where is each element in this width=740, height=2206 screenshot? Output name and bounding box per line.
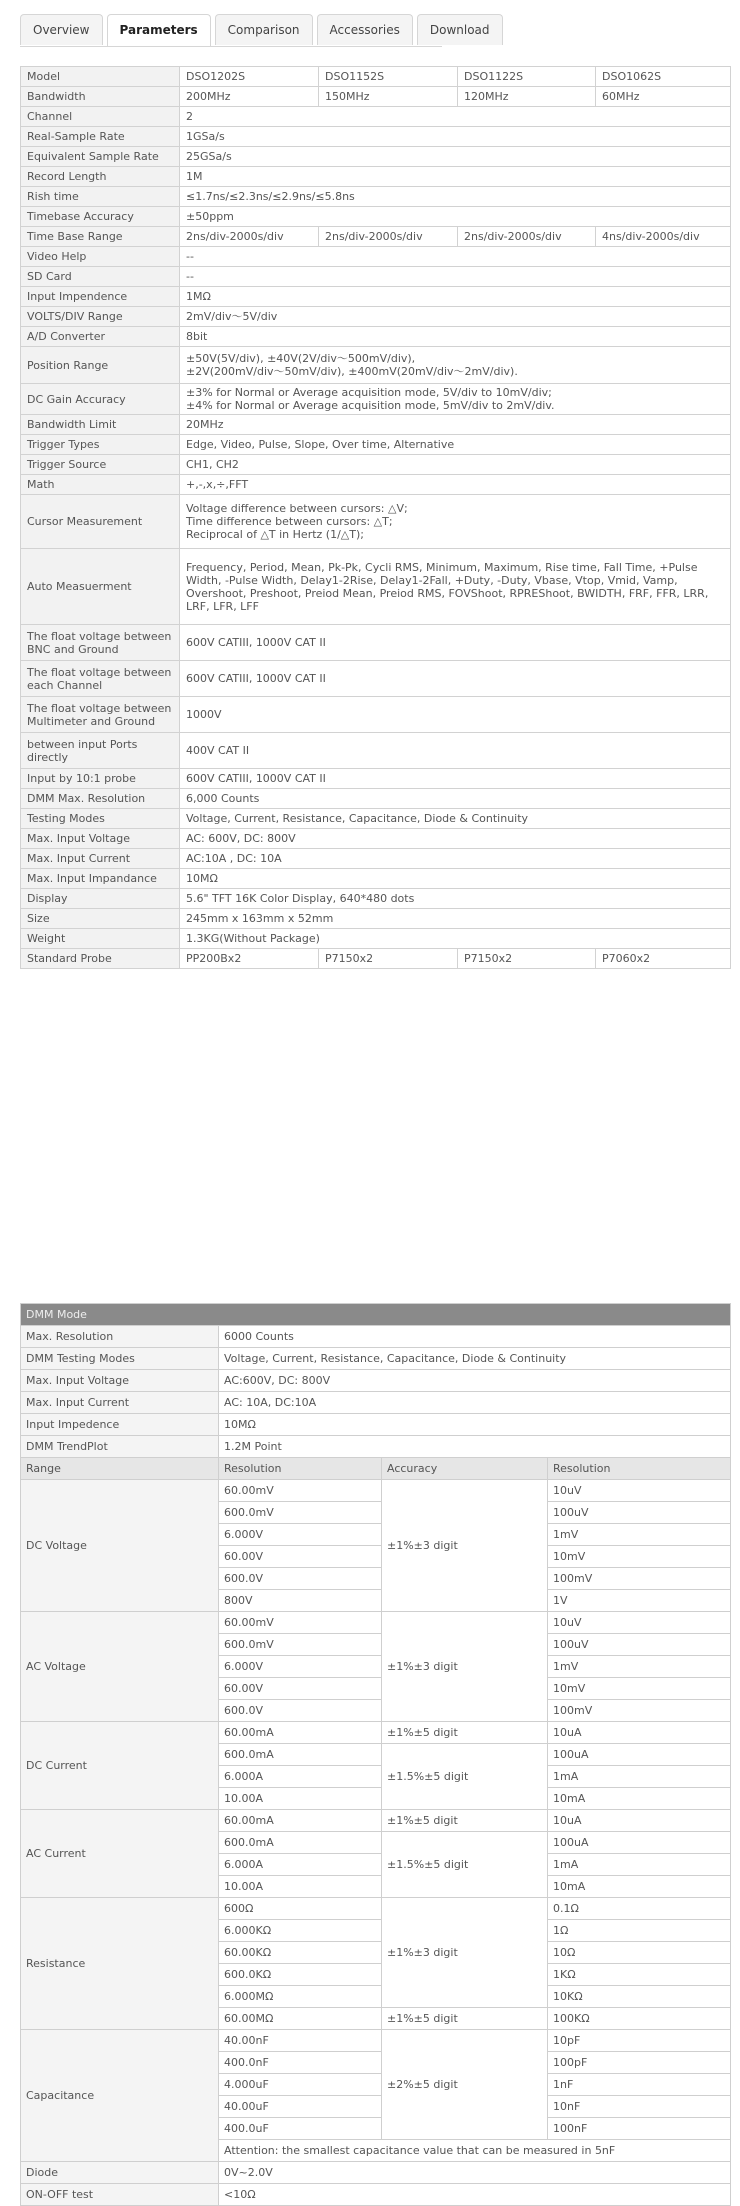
table-row bbox=[21, 107, 731, 127]
param-label: Standard Probe bbox=[21, 949, 180, 969]
table-row bbox=[21, 167, 731, 187]
value-line: ±2V(200mV/div～50mV/div), ±400mV(20mV/div～2mV/div). bbox=[186, 365, 518, 378]
param-value: Frequency, Period, Mean, Pk-Pk, Cycli RMS, Minimum, Maximum, Rise time, Fall Time, +Pulse Width, -Pulse Width, Delay1-2Rise, Delay1-2Fall, +Duty, -Duty, Vbase, Vtop, Vmid, Vamp, Overshoot, Preshoot, Preiod Mean, Preiod RMS, FOVShoot, RPREShoot, BWIDTH, FRF, FFR, LRR, LRF, LFR, LFF bbox=[180, 549, 731, 625]
param-value: Voltage, Current, Resistance, Capacitance, Diode & Continuity bbox=[180, 809, 731, 829]
section-title: DMM Mode bbox=[21, 1304, 731, 1326]
dmm-label: Max. Input Voltage bbox=[21, 1370, 219, 1392]
table-row bbox=[21, 869, 731, 889]
param-value: DSO1202S bbox=[180, 67, 319, 87]
param-label: DMM Max. Resolution bbox=[21, 789, 180, 809]
table-row bbox=[21, 384, 731, 415]
dmm-label: DMM Testing Modes bbox=[21, 1348, 219, 1370]
value-line: Voltage difference between cursors: △V; bbox=[186, 502, 408, 515]
resolution-value: 100mV bbox=[548, 1700, 731, 1722]
dmm-label: DMM TrendPlot bbox=[21, 1436, 219, 1458]
dmm-label: Input Impedence bbox=[21, 1414, 219, 1436]
param-label: The float voltage between Multimeter and Ground bbox=[21, 697, 180, 733]
range-value: 600.0KΩ bbox=[219, 1964, 382, 1986]
tab-download[interactable]: Download bbox=[417, 14, 503, 45]
resolution-value: 1mV bbox=[548, 1656, 731, 1678]
range-value: 600.0mA bbox=[219, 1832, 382, 1854]
table-row bbox=[21, 769, 731, 789]
table-row bbox=[21, 247, 731, 267]
table-row bbox=[21, 267, 731, 287]
range-value: 4.000uF bbox=[219, 2074, 382, 2096]
param-value: +,-,x,÷,FFT bbox=[180, 475, 731, 495]
column-header: Resolution bbox=[219, 1458, 382, 1480]
param-value: 6,000 Counts bbox=[180, 789, 731, 809]
resolution-value: 1mV bbox=[548, 1524, 731, 1546]
param-value: 4ns/div-2000s/div bbox=[596, 227, 731, 247]
accuracy-value: ±1.5%±5 digit bbox=[382, 1832, 548, 1898]
range-value: 400.0nF bbox=[219, 2052, 382, 2074]
param-value: AC: 600V, DC: 800V bbox=[180, 829, 731, 849]
param-value: -- bbox=[180, 247, 731, 267]
param-label: Position Range bbox=[21, 347, 180, 384]
resolution-value: 10uA bbox=[548, 1722, 731, 1744]
param-value: 1.3KG(Without Package) bbox=[180, 929, 731, 949]
param-label: The float voltage between BNC and Ground bbox=[21, 625, 180, 661]
param-value: AC:10A , DC: 10A bbox=[180, 849, 731, 869]
resolution-value: 100pF bbox=[548, 2052, 731, 2074]
param-value: P7060x2 bbox=[596, 949, 731, 969]
param-value: 60MHz bbox=[596, 87, 731, 107]
value-line: Reciprocal of △T in Hertz (1/△T); bbox=[186, 528, 364, 541]
value-line: ±4% for Normal or Average acquisition mode, 5mV/div to 2mV/div. bbox=[186, 399, 555, 412]
dmm-label: Max. Input Current bbox=[21, 1392, 219, 1414]
range-value: 10.00A bbox=[219, 1788, 382, 1810]
range-value: 6.000KΩ bbox=[219, 1920, 382, 1942]
range-value: 600.0mA bbox=[219, 1744, 382, 1766]
param-label: Bandwidth bbox=[21, 87, 180, 107]
table-row bbox=[21, 661, 731, 697]
resolution-value: 1KΩ bbox=[548, 1964, 731, 1986]
resolution-value: 10mV bbox=[548, 1678, 731, 1700]
param-label: Time Base Range bbox=[21, 227, 180, 247]
resolution-value: 10nF bbox=[548, 2096, 731, 2118]
accuracy-value: ±2%±5 digit bbox=[382, 2030, 548, 2140]
param-label: SD Card bbox=[21, 267, 180, 287]
range-group-label: AC Current bbox=[21, 1810, 219, 1898]
range-value: 800V bbox=[219, 1590, 382, 1612]
param-value: Edge, Video, Pulse, Slope, Over time, Alternative bbox=[180, 435, 731, 455]
param-label: Weight bbox=[21, 929, 180, 949]
param-label: between input Ports directly bbox=[21, 733, 180, 769]
param-value: 1000V bbox=[180, 697, 731, 733]
table-row bbox=[21, 789, 731, 809]
accuracy-value: ±1%±5 digit bbox=[382, 1722, 548, 1744]
table-row bbox=[21, 495, 731, 549]
range-value: 600Ω bbox=[219, 1898, 382, 1920]
param-label: The float voltage between each Channel bbox=[21, 661, 180, 697]
param-value: 400V CAT II bbox=[180, 733, 731, 769]
table-row bbox=[21, 549, 731, 625]
param-label: A/D Converter bbox=[21, 327, 180, 347]
dmm-value: 0V~2.0V bbox=[219, 2162, 731, 2184]
param-value: 2ns/div-2000s/div bbox=[319, 227, 458, 247]
column-header-row bbox=[21, 1458, 731, 1480]
param-label: Testing Modes bbox=[21, 809, 180, 829]
param-label: Size bbox=[21, 909, 180, 929]
table-row bbox=[21, 1480, 731, 1502]
resolution-value: 1mA bbox=[548, 1854, 731, 1876]
column-header: Accuracy bbox=[382, 1458, 548, 1480]
table-row bbox=[21, 829, 731, 849]
param-label: Trigger Types bbox=[21, 435, 180, 455]
param-label: Input Impendence bbox=[21, 287, 180, 307]
value-line: ±50V(5V/div), ±40V(2V/div～500mV/div), bbox=[186, 352, 416, 365]
table-row bbox=[21, 475, 731, 495]
table-row bbox=[21, 147, 731, 167]
range-value: 600.0V bbox=[219, 1568, 382, 1590]
accuracy-value: ±1%±3 digit bbox=[382, 1898, 548, 2008]
tab-overview[interactable]: Overview bbox=[20, 14, 103, 45]
resolution-value: 1nF bbox=[548, 2074, 731, 2096]
accuracy-value: ±1%±3 digit bbox=[382, 1612, 548, 1722]
range-value: 6.000A bbox=[219, 1854, 382, 1876]
value-line: Time difference between cursors: △T; bbox=[186, 515, 393, 528]
param-label: Timebase Accuracy bbox=[21, 207, 180, 227]
dmm-value: 10MΩ bbox=[219, 1414, 731, 1436]
param-label: Display bbox=[21, 889, 180, 909]
param-value bbox=[180, 384, 731, 415]
table-row bbox=[21, 909, 731, 929]
table-row bbox=[21, 127, 731, 147]
param-label: Record Length bbox=[21, 167, 180, 187]
param-label: Input by 10:1 probe bbox=[21, 769, 180, 789]
param-value: 600V CATIII, 1000V CAT II bbox=[180, 625, 731, 661]
column-header: Range bbox=[21, 1458, 219, 1480]
resolution-value: 10uV bbox=[548, 1612, 731, 1634]
param-value: 1MΩ bbox=[180, 287, 731, 307]
param-label: Auto Measuerment bbox=[21, 549, 180, 625]
table-row bbox=[21, 849, 731, 869]
resolution-value: 1mA bbox=[548, 1766, 731, 1788]
param-value: -- bbox=[180, 267, 731, 287]
param-value: DSO1062S bbox=[596, 67, 731, 87]
table-row bbox=[21, 207, 731, 227]
param-value: 600V CATIII, 1000V CAT II bbox=[180, 661, 731, 697]
param-label: Trigger Source bbox=[21, 455, 180, 475]
table-row bbox=[21, 1436, 731, 1458]
range-group-label: Resistance bbox=[21, 1898, 219, 2030]
table-row bbox=[21, 625, 731, 661]
table-row bbox=[21, 929, 731, 949]
range-group-label: DC Current bbox=[21, 1722, 219, 1810]
dmm-value: <10Ω bbox=[219, 2184, 731, 2206]
param-label: Max. Input Current bbox=[21, 849, 180, 869]
range-value: 6.000V bbox=[219, 1524, 382, 1546]
table-row bbox=[21, 809, 731, 829]
param-value: CH1, CH2 bbox=[180, 455, 731, 475]
resolution-value: 10mA bbox=[548, 1788, 731, 1810]
table-row bbox=[21, 1898, 731, 1920]
range-value: 6.000A bbox=[219, 1766, 382, 1788]
param-label: Max. Input Impandance bbox=[21, 869, 180, 889]
param-label: Cursor Measurement bbox=[21, 495, 180, 549]
resolution-value: 100uV bbox=[548, 1502, 731, 1524]
table-row bbox=[21, 1810, 731, 1832]
table-row bbox=[21, 435, 731, 455]
table-row bbox=[21, 1414, 731, 1436]
param-label: Real-Sample Rate bbox=[21, 127, 180, 147]
param-label: Bandwidth Limit bbox=[21, 415, 180, 435]
table-row bbox=[21, 2030, 731, 2052]
tab-underline bbox=[20, 46, 442, 47]
dmm-label: Max. Resolution bbox=[21, 1326, 219, 1348]
table-row bbox=[21, 1348, 731, 1370]
param-value: 5.6" TFT 16K Color Display, 640*480 dots bbox=[180, 889, 731, 909]
resolution-value: 100nF bbox=[548, 2118, 731, 2140]
range-value: 600.0V bbox=[219, 1700, 382, 1722]
range-value: 10.00A bbox=[219, 1876, 382, 1898]
tab-accessories[interactable]: Accessories bbox=[317, 14, 413, 45]
tab-parameters[interactable]: Parameters bbox=[107, 14, 211, 46]
range-value: 60.00mV bbox=[219, 1612, 382, 1634]
accuracy-value: ±1.5%±5 digit bbox=[382, 1744, 548, 1810]
table-row bbox=[21, 87, 731, 107]
param-value bbox=[180, 347, 731, 384]
parameters-table bbox=[20, 66, 731, 969]
dmm-label: ON-OFF test bbox=[21, 2184, 219, 2206]
value-line: ±3% for Normal or Average acquisition mode, 5V/div to 10mV/div; bbox=[186, 386, 552, 399]
table-row bbox=[21, 1612, 731, 1634]
dmm-value: AC: 10A, DC:10A bbox=[219, 1392, 731, 1414]
range-value: 600.0mV bbox=[219, 1634, 382, 1656]
param-label: Max. Input Voltage bbox=[21, 829, 180, 849]
range-value: 60.00V bbox=[219, 1546, 382, 1568]
range-value: 6.000MΩ bbox=[219, 1986, 382, 2008]
param-value: 120MHz bbox=[458, 87, 596, 107]
table-row bbox=[21, 889, 731, 909]
range-value: 60.00mV bbox=[219, 1480, 382, 1502]
param-value: P7150x2 bbox=[458, 949, 596, 969]
param-value: 8bit bbox=[180, 327, 731, 347]
tab-comparison[interactable]: Comparison bbox=[215, 14, 313, 45]
param-value: 1GSa/s bbox=[180, 127, 731, 147]
param-label: Channel bbox=[21, 107, 180, 127]
dmm-value: Voltage, Current, Resistance, Capacitance, Diode & Continuity bbox=[219, 1348, 731, 1370]
table-row bbox=[21, 2162, 731, 2184]
param-value bbox=[180, 495, 731, 549]
resolution-value: 1V bbox=[548, 1590, 731, 1612]
param-label: Math bbox=[21, 475, 180, 495]
table-row bbox=[21, 2184, 731, 2206]
dmm-section-header bbox=[21, 1304, 731, 1326]
resolution-value: 100uA bbox=[548, 1832, 731, 1854]
param-value: 2ns/div-2000s/div bbox=[458, 227, 596, 247]
table-row bbox=[21, 1370, 731, 1392]
dmm-value: AC:600V, DC: 800V bbox=[219, 1370, 731, 1392]
param-value: 10MΩ bbox=[180, 869, 731, 889]
table-row bbox=[21, 455, 731, 475]
capacitance-note: Attention: the smallest capacitance value that can be measured in 5nF bbox=[219, 2140, 731, 2162]
param-value: ±50ppm bbox=[180, 207, 731, 227]
param-value: 200MHz bbox=[180, 87, 319, 107]
range-value: 6.000V bbox=[219, 1656, 382, 1678]
resolution-value: 10uV bbox=[548, 1480, 731, 1502]
param-value: 2ns/div-2000s/div bbox=[180, 227, 319, 247]
range-value: 400.0uF bbox=[219, 2118, 382, 2140]
resolution-value: 10mV bbox=[548, 1546, 731, 1568]
resolution-value: 10pF bbox=[548, 2030, 731, 2052]
range-value: 60.00V bbox=[219, 1678, 382, 1700]
param-value: 245mm x 163mm x 52mm bbox=[180, 909, 731, 929]
resolution-value: 10mA bbox=[548, 1876, 731, 1898]
param-value: 25GSa/s bbox=[180, 147, 731, 167]
table-row bbox=[21, 347, 731, 384]
range-value: 40.00uF bbox=[219, 2096, 382, 2118]
param-value: 150MHz bbox=[319, 87, 458, 107]
table-row bbox=[21, 415, 731, 435]
dmm-value: 1.2M Point bbox=[219, 1436, 731, 1458]
range-value: 40.00nF bbox=[219, 2030, 382, 2052]
param-label: Equivalent Sample Rate bbox=[21, 147, 180, 167]
param-value: 2 bbox=[180, 107, 731, 127]
resolution-value: 10KΩ bbox=[548, 1986, 731, 2008]
resolution-value: 100KΩ bbox=[548, 2008, 731, 2030]
range-group-label: Capacitance bbox=[21, 2030, 219, 2162]
table-row bbox=[21, 327, 731, 347]
dmm-label: Diode bbox=[21, 2162, 219, 2184]
range-group-label: DC Voltage bbox=[21, 1480, 219, 1612]
resolution-value: 100mV bbox=[548, 1568, 731, 1590]
param-value: ≤1.7ns/≤2.3ns/≤2.9ns/≤5.8ns bbox=[180, 187, 731, 207]
table-row bbox=[21, 67, 731, 87]
column-header: Resolution bbox=[548, 1458, 731, 1480]
table-row bbox=[21, 1392, 731, 1414]
table-row bbox=[21, 287, 731, 307]
param-value: PP200Bx2 bbox=[180, 949, 319, 969]
table-row bbox=[21, 697, 731, 733]
range-value: 60.00mA bbox=[219, 1810, 382, 1832]
param-label: Video Help bbox=[21, 247, 180, 267]
resolution-value: 1Ω bbox=[548, 1920, 731, 1942]
table-row bbox=[21, 733, 731, 769]
dmm-mode-table bbox=[20, 1303, 731, 2206]
param-value: 1M bbox=[180, 167, 731, 187]
range-group-label: AC Voltage bbox=[21, 1612, 219, 1722]
table-row bbox=[21, 949, 731, 969]
param-value: 20MHz bbox=[180, 415, 731, 435]
resolution-value: 10Ω bbox=[548, 1942, 731, 1964]
param-value: DSO1152S bbox=[319, 67, 458, 87]
accuracy-value: ±1%±5 digit bbox=[382, 2008, 548, 2030]
param-label: Rish time bbox=[21, 187, 180, 207]
tab-bar bbox=[20, 14, 503, 46]
param-value: 600V CATIII, 1000V CAT II bbox=[180, 769, 731, 789]
param-label: VOLTS/DIV Range bbox=[21, 307, 180, 327]
range-value: 600.0mV bbox=[219, 1502, 382, 1524]
range-value: 60.00KΩ bbox=[219, 1942, 382, 1964]
accuracy-value: ±1%±3 digit bbox=[382, 1480, 548, 1612]
table-row bbox=[21, 307, 731, 327]
param-value: P7150x2 bbox=[319, 949, 458, 969]
resolution-value: 10uA bbox=[548, 1810, 731, 1832]
table-row bbox=[21, 1722, 731, 1744]
param-label: DC Gain Accuracy bbox=[21, 384, 180, 415]
table-row bbox=[21, 227, 731, 247]
resolution-value: 0.1Ω bbox=[548, 1898, 731, 1920]
param-value: DSO1122S bbox=[458, 67, 596, 87]
dmm-value: 6000 Counts bbox=[219, 1326, 731, 1348]
param-value: 2mV/div～5V/div bbox=[180, 307, 731, 327]
range-value: 60.00mA bbox=[219, 1722, 382, 1744]
resolution-value: 100uV bbox=[548, 1634, 731, 1656]
param-label: Model bbox=[21, 67, 180, 87]
table-row bbox=[21, 1326, 731, 1348]
accuracy-value: ±1%±5 digit bbox=[382, 1810, 548, 1832]
range-value: 60.00MΩ bbox=[219, 2008, 382, 2030]
table-row bbox=[21, 187, 731, 207]
resolution-value: 100uA bbox=[548, 1744, 731, 1766]
